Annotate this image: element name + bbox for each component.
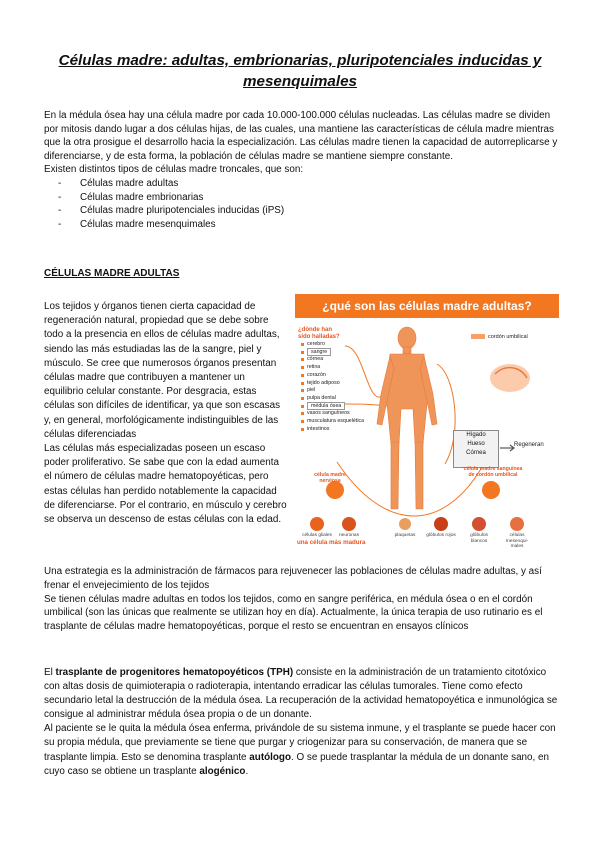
nerve-stem-cell-label: célula madre nerviosa — [314, 472, 346, 484]
list-item: - Células madre adultas — [44, 177, 559, 191]
types-intro: Existen distintos tipos de células madre troncales, que son: — [44, 164, 304, 176]
strategy-paragraph: Una estrategia es la administración de fármacos para rejuvenecer las poblaciones de células madre adultas, y así frenar el envejecimiento de los tejidos — [44, 566, 542, 591]
list-item: - Células madre embrionarias — [44, 191, 559, 205]
figure-heading: ¿qué son las células madre adultas? — [295, 294, 559, 318]
list-item: tejido adiposo — [301, 380, 364, 388]
body-illustration — [295, 294, 559, 548]
regeneran-label: Regeneran — [514, 442, 544, 448]
organs-box — [453, 430, 499, 468]
umbilical-cord-label: cordón umbilical — [471, 334, 528, 340]
figure-question: ¿dónde han sido halladas? — [298, 327, 340, 340]
list-item: corazón — [301, 372, 364, 380]
adult-stem-cells-figure — [295, 294, 559, 548]
strategy-section — [44, 565, 559, 634]
list-item: piel — [301, 387, 364, 395]
adult-cells-column — [44, 300, 287, 527]
human-body-icon — [377, 327, 437, 509]
box-line: Hígado — [466, 432, 486, 438]
intro-section — [44, 109, 559, 231]
section-heading: CÉLULAS MADRE ADULTAS — [44, 268, 180, 279]
list-item: médula ósea — [301, 403, 364, 411]
intro-paragraph: En la médula ósea hay una célula madre por cada 10.000-100.000 células nucleadas. Las células madre se dividen por mitosis dando lugar a dos células hijas, de las cuales, una mantiene las características de célula madre mientras que la otra prosigue el desarrollo hacia la especialización. Las células madre tienen la capacidad de autorreplicarse y diferenciarse, y de esta forma, la población de células madre se mantiene siempre constante. — [44, 110, 558, 162]
connector-line — [345, 346, 385, 397]
adult-paragraph-2: Las células más especializadas poseen un escaso poder proliferativo. Se sabe que con la edad aumenta el número de células madre hematopoyéticas, pero estas células han perdido notablemente la capacidad de diferenciarse. Por el contrario, en músculo y cerebro se observa un descenso de estas células con la edad. — [44, 443, 287, 526]
list-item: intestinos — [301, 426, 364, 434]
transplant-paragraph: Al paciente se le quita la médula ósea enferma, privándole de su sistema inmune, y el trasplante se puede hacer con su propia médula, que previamente se tiene que purgar y criogenizar para su conservación, de manera que se trasplante limpia. Esto se denomina trasplante autólogo. O se puede trasplantar la médula de un donante sano, en cuyo caso se obtiene un trasplante alogénico. — [44, 723, 556, 777]
cell-label: células gliales — [302, 533, 332, 538]
cell-label: plaquetas — [394, 533, 416, 538]
cell-label: glóbulos blancos — [470, 533, 488, 544]
list-item: córnea — [301, 356, 364, 364]
location-paragraph: Se tienen células madre adultas en todos los tejidos, como en sangre periférica, en médula ósea o en el cordón umbilical (son las únicas que realmente se utilizan hoy en día). Actualmente, la única terapia de uso rutinario es el trasplante de células madre hematopoyéticas, porque el resto se encuentran en ensayos clínicos — [44, 593, 543, 633]
list-item: sangre — [301, 349, 364, 357]
transplant-section — [44, 666, 559, 779]
cell-label: glóbulos rojos — [426, 533, 456, 538]
list-item: - Células madre mesenquimales — [44, 218, 559, 232]
mature-cell-caption: una célula más madura — [297, 539, 366, 546]
tph-paragraph: El trasplante de progenitores hematopoyéticos (TPH) consiste en la administración de un tratamiento citotóxico con altas dosis de quimioterapia o radioterapia, intentando erradicar las células tumorales. Tiene como efecto secundario letal la destrucción de la médula ósea. La recuperación de la actividad hematopoyética e inmunológica se consigue al administrar médula ósea propia o de un donante. — [44, 667, 558, 721]
list-item: - Células madre pluripotenciales inducidas (iPS) — [44, 204, 559, 218]
box-line: Córnea — [466, 450, 486, 456]
cell-label: neuronas — [338, 533, 359, 538]
list-item: pulpa dental — [301, 395, 364, 403]
box-line: Hueso — [467, 441, 485, 447]
list-item: musculatura esquelética — [301, 418, 364, 426]
title-line-2: mesenquimales — [243, 73, 357, 90]
list-item: vasos sanguíneos — [301, 410, 364, 418]
title-line-1: Células madre: adultas, embrionarias, pluripotenciales inducidas y — [58, 52, 542, 69]
document-title — [40, 50, 560, 92]
list-item: retina — [301, 364, 364, 372]
cell-label: células mesenqui-males — [505, 533, 529, 550]
types-list — [44, 177, 559, 231]
list-item: cerebro — [301, 341, 364, 349]
cord-blood-stem-cell-label: célula madre sanguínea de cordón umbilical — [463, 466, 523, 478]
adult-paragraph-1: Los tejidos y órganos tienen cierta capacidad de regeneración natural, propiedad que se debe sobre todo a la presencia en ellos de células madre adultas, siendo las más estudiadas las de la sangre, piel y músculo. Se cree que numerosos órganos presentan células madre que contribuyen a mantener un equilibrio celular constante. Por desgracia, estas células son difíciles de identificar, ya que son escasas y, en general, morfológicamente indistinguibles de las células diferenciadas — [44, 301, 281, 440]
